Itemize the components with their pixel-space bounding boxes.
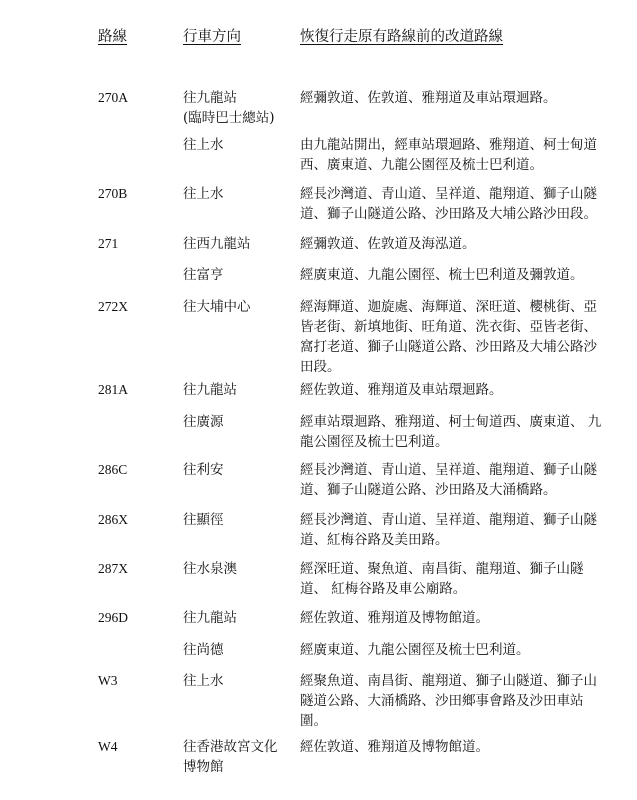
- direction-cell: [183, 184, 293, 204]
- direction-line: 往顯徑: [183, 512, 224, 528]
- direction-line: 往西九龍站: [183, 236, 251, 252]
- direction-line: 往香港故宮文化: [183, 739, 278, 755]
- direction-cell: [183, 297, 293, 317]
- diversion-cell: [300, 460, 600, 500]
- direction-cell: [183, 608, 293, 628]
- diversion-cell: [300, 559, 600, 599]
- route-number: 271: [98, 236, 119, 251]
- diversion-cell: [300, 265, 600, 285]
- route-number: 270A: [98, 90, 128, 105]
- direction-line: 往九龍站: [183, 90, 237, 106]
- diversion-line: 經佐敦道、雅翔道及車站環迴路。: [300, 382, 503, 398]
- route-number: W3: [98, 673, 118, 688]
- diversion-line: 皆老街、新填地街、旺角道、洗衣街、亞皆老街、: [300, 319, 597, 335]
- route-number: 272X: [98, 299, 128, 314]
- diversion-line: 龍公園徑及梳士巴利道。: [300, 434, 449, 450]
- diversion-line: 道、紅梅谷路及美田路。: [300, 532, 449, 548]
- diversion-cell: [300, 88, 600, 108]
- header-diversion: 恢復行走原有路線前的改道路線: [300, 29, 503, 45]
- diversion-line: 經聚魚道、南昌街、龍翔道、獅子山隧道、獅子山: [300, 673, 597, 689]
- header-route: 路線: [98, 29, 127, 45]
- diversion-line: 經車站環迴路、雅翔道、柯士甸道西、廣東道、 九: [300, 414, 602, 430]
- direction-cell: [183, 135, 293, 155]
- diversion-cell: [300, 412, 600, 452]
- header-direction: 行車方向: [183, 29, 241, 45]
- diversion-line: 道、獅子山隧道公路、沙田路及大涌橋路。: [300, 482, 557, 498]
- direction-cell: [183, 234, 293, 254]
- diversion-line: 道、獅子山隧道公路、沙田路及大埔公路沙田段。: [300, 206, 597, 222]
- direction-line: (臨時巴士總站): [183, 110, 275, 126]
- diversion-cell: [300, 380, 600, 400]
- diversion-line: 經長沙灣道、青山道、呈祥道、龍翔道、獅子山隧: [300, 186, 597, 202]
- diversion-line: 田段。: [300, 359, 341, 375]
- diversion-line: 經佐敦道、雅翔道及博物館道。: [300, 610, 489, 626]
- diversion-cell: [300, 184, 600, 224]
- direction-cell: [183, 510, 293, 530]
- diversion-line: 西、廣東道、九龍公園徑及梳士巴利道。: [300, 157, 543, 173]
- direction-line: 往水泉澳: [183, 561, 237, 577]
- diversion-cell: [300, 135, 600, 175]
- route-number: W4: [98, 739, 118, 754]
- diversion-line: 經深旺道、聚魚道、南昌街、龍翔道、獅子山隧: [300, 561, 584, 577]
- direction-line: 往九龍站: [183, 382, 237, 398]
- diversion-line: 經彌敦道、佐敦道、雅翔道及車站環迴路。: [300, 90, 557, 106]
- diversion-line: 經長沙灣道、青山道、呈祥道、龍翔道、獅子山隧: [300, 512, 597, 528]
- direction-cell: [183, 265, 293, 285]
- direction-line: 往九龍站: [183, 610, 237, 626]
- route-number: 296D: [98, 610, 128, 625]
- diversion-cell: [300, 671, 600, 731]
- direction-line: 往上水: [183, 673, 224, 689]
- diversion-line: 道、 紅梅谷路及車公廟路。: [300, 581, 467, 597]
- diversion-cell: [300, 297, 600, 377]
- direction-line: 往利安: [183, 462, 224, 478]
- direction-cell: [183, 559, 293, 579]
- direction-line: 往富亨: [183, 267, 224, 283]
- direction-line: 往廣源: [183, 414, 224, 430]
- diversion-line: 經廣東道、九龍公園徑及梳士巴利道。: [300, 642, 530, 658]
- diversion-cell: [300, 510, 600, 550]
- diversion-cell: [300, 737, 600, 757]
- direction-cell: [183, 412, 293, 432]
- diversion-line: 隧道公路、大涌橋路、沙田鄉事會路及沙田車站: [300, 693, 584, 709]
- diversion-line: 經彌敦道、佐敦道及海泓道。: [300, 236, 476, 252]
- diversion-line: 經長沙灣道、青山道、呈祥道、龍翔道、獅子山隧: [300, 462, 597, 478]
- diversion-line: 圍。: [300, 713, 327, 729]
- direction-line: 博物館: [183, 759, 224, 775]
- direction-line: 往尚德: [183, 642, 224, 658]
- direction-cell: [183, 380, 293, 400]
- diversion-line: 由九龍站開出，經車站環迴路、雅翔道、柯士甸道: [300, 137, 597, 153]
- diversion-line: 經廣東道、九龍公園徑、梳士巴利道及彌敦道。: [300, 267, 584, 283]
- route-number: 287X: [98, 561, 128, 576]
- diversion-cell: [300, 640, 600, 660]
- direction-cell: [183, 737, 293, 777]
- route-number: 270B: [98, 186, 128, 201]
- diversion-cell: [300, 234, 600, 254]
- direction-line: 往上水: [183, 137, 224, 153]
- route-number: 281A: [98, 382, 128, 397]
- direction-cell: [183, 460, 293, 480]
- direction-line: 往上水: [183, 186, 224, 202]
- route-number: 286C: [98, 462, 128, 477]
- direction-cell: [183, 640, 293, 660]
- direction-line: 往大埔中心: [183, 299, 251, 315]
- diversion-line: 經海輝道、迦旋處、海輝道、深旺道、櫻桃街、亞: [300, 299, 597, 315]
- direction-cell: [183, 671, 293, 691]
- diversion-line: 窩打老道、獅子山隧道公路、沙田路及大埔公路沙: [300, 339, 597, 355]
- diversion-line: 經佐敦道、雅翔道及博物館道。: [300, 739, 489, 755]
- route-number: 286X: [98, 512, 128, 527]
- direction-cell: [183, 88, 293, 128]
- diversion-cell: [300, 608, 600, 628]
